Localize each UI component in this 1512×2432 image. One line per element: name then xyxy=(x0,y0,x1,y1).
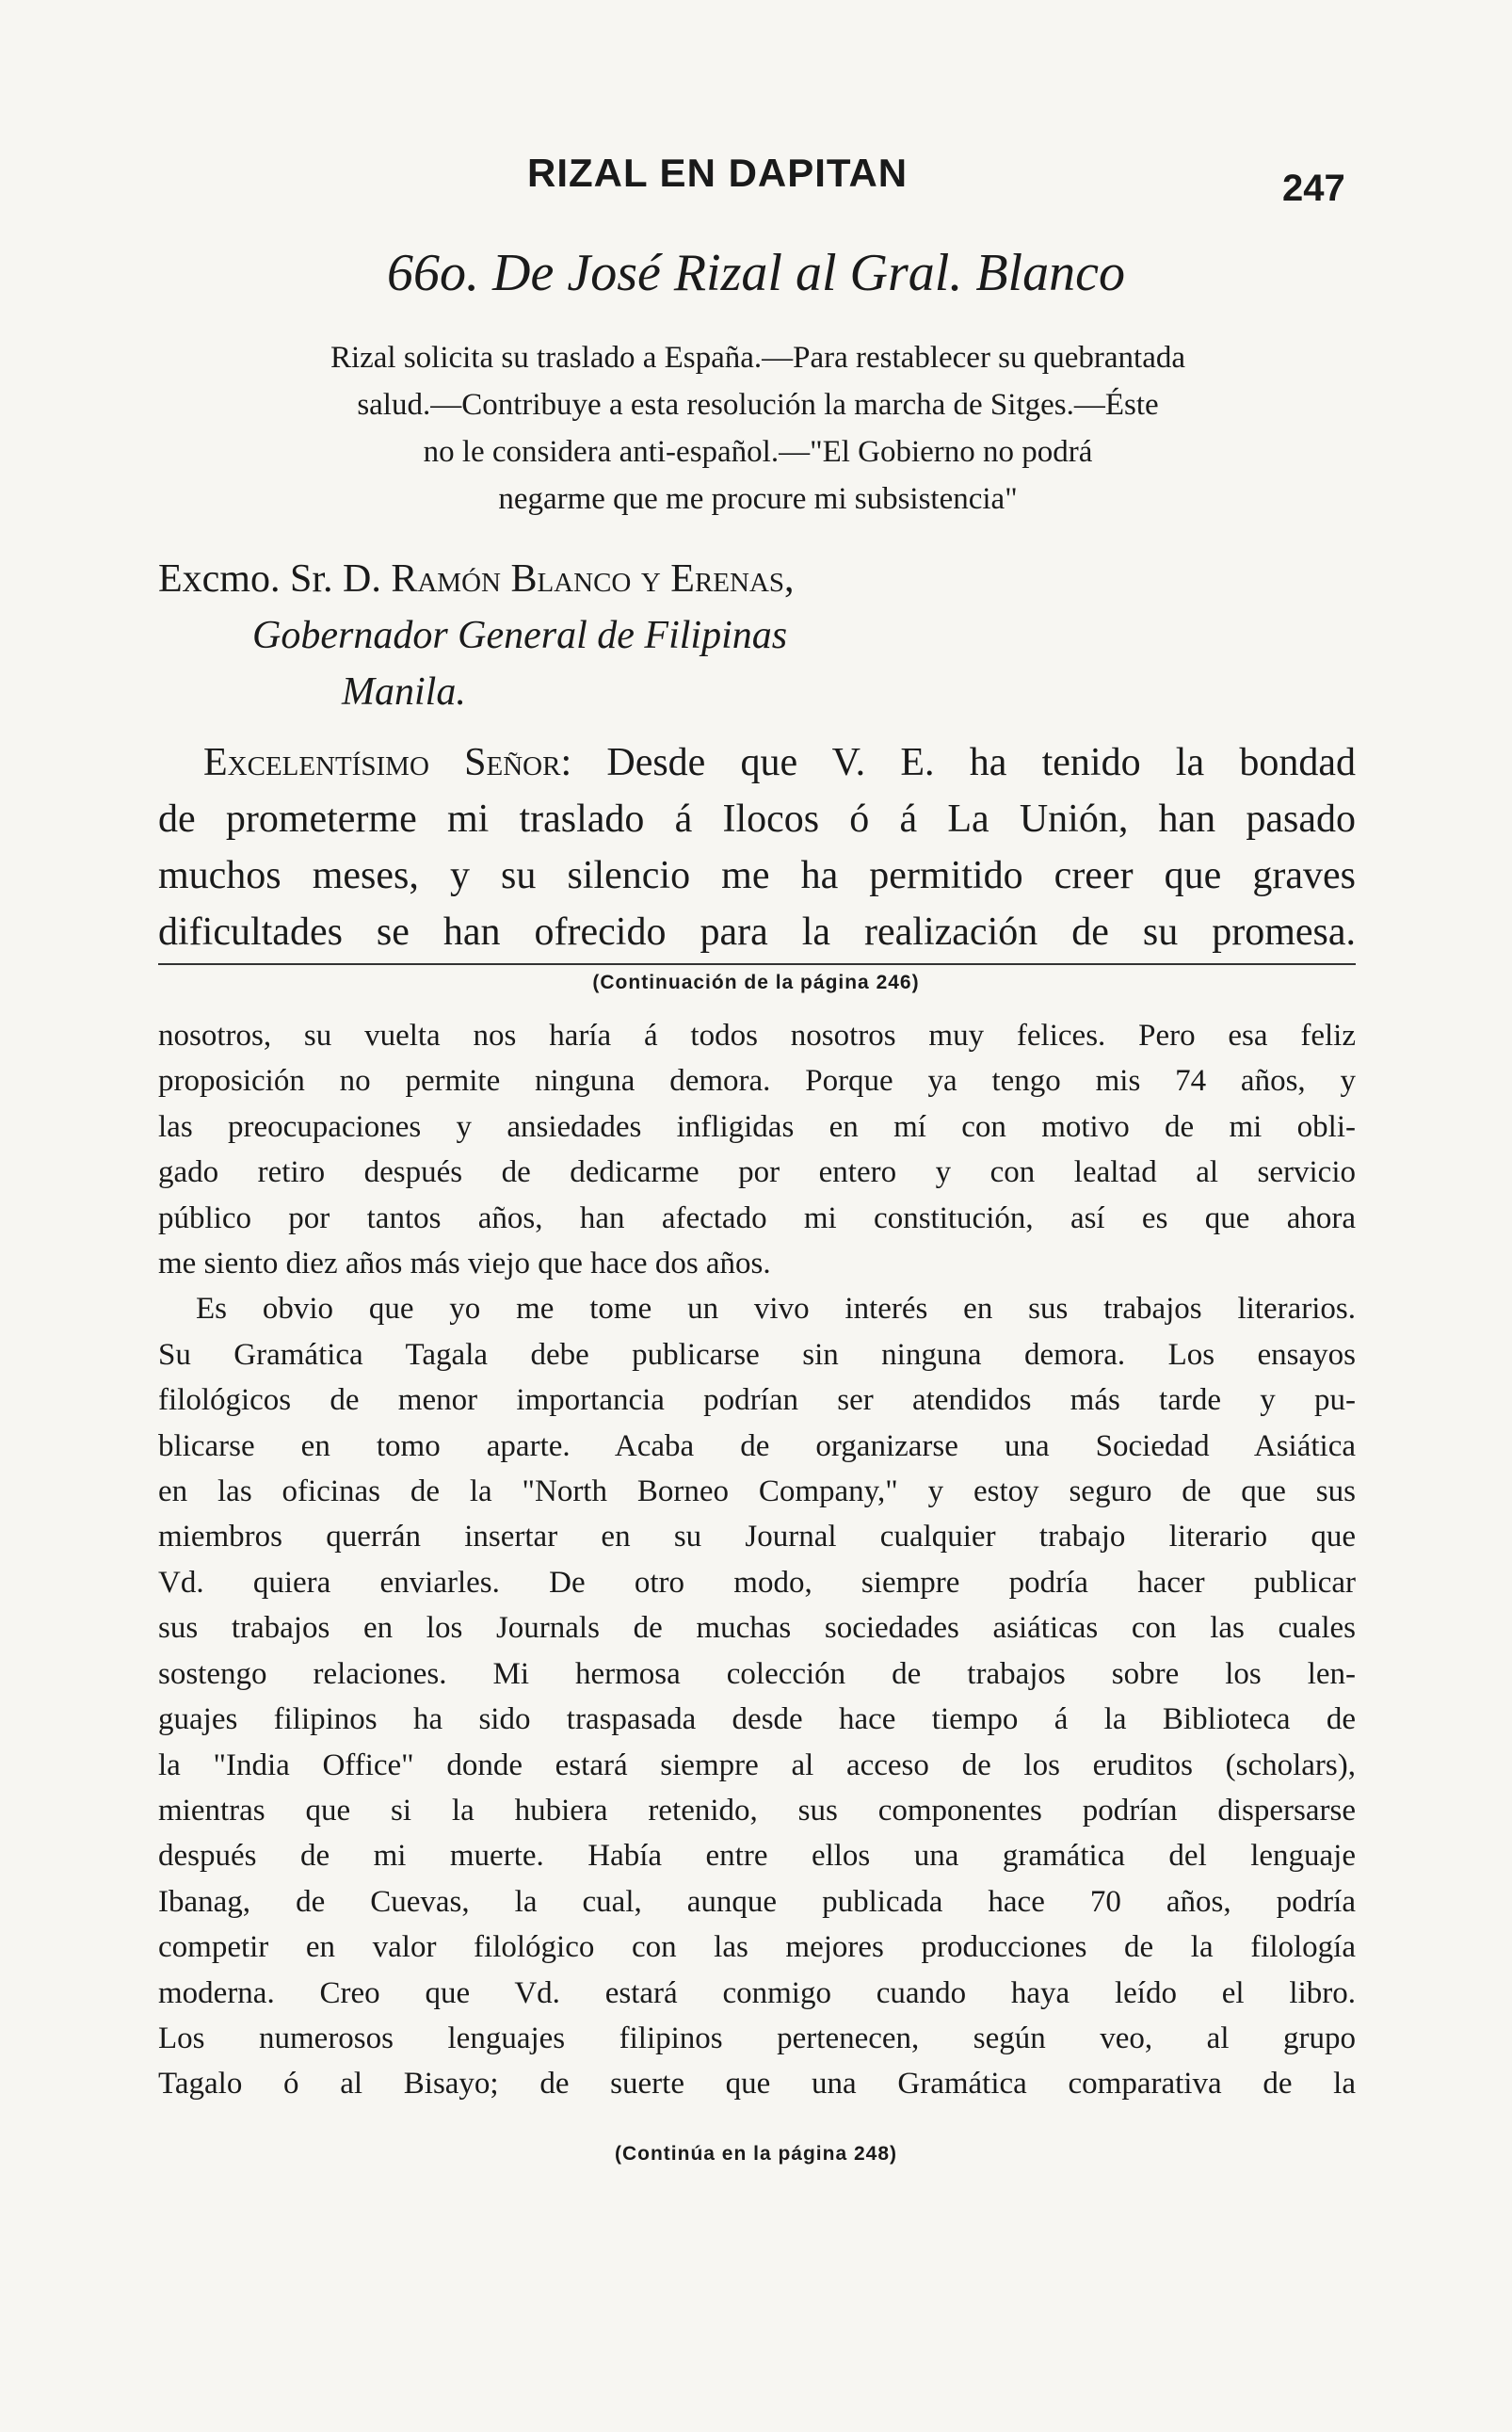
addressee-line xyxy=(158,551,795,607)
footnote-line: Es obvio que yo me tome un vivo interés en sus trabajos literarios. xyxy=(196,1292,1356,1327)
footnote-line: blicarse en tomo aparte. Acaba de organizarse una Sociedad Asiática xyxy=(158,1428,1356,1463)
footnote-line: competir en valor filológico con las mejores producciones de la filología xyxy=(158,1930,1356,1965)
footnote-line: me siento diez años más viejo que hace dos años. xyxy=(158,1247,771,1281)
summary-line: Rizal solicita su traslado a España.—Para restablecer su quebrantada xyxy=(330,341,1186,375)
footnote-line: filológicos de menor importancia podrían ser atendidos más tarde y pu- xyxy=(158,1383,1356,1418)
letter-line xyxy=(158,734,1356,791)
addressee-name: Ramón Blanco y Erenas, xyxy=(391,557,795,601)
letter-line: de prometerme mi traslado á Ilocos ó á La Unión, han pasado xyxy=(158,797,1356,841)
salutation: Excelentísimo Señor: xyxy=(203,741,572,784)
footnote-line: proposición no permite ninguna demora. Porque ya tengo mis 74 años, y xyxy=(158,1064,1356,1099)
running-head: RIZAL EN DAPITAN xyxy=(527,151,909,195)
addressee-prefix: Excmo. Sr. D. xyxy=(158,557,392,601)
footnote-line: Su Gramática Tagala debe publicarse sin ninguna demora. Los ensayos xyxy=(158,1337,1356,1372)
page-number: 247 xyxy=(1282,168,1345,209)
footnote-line: sostengo relaciones. Mi hermosa colección de trabajos sobre los len- xyxy=(158,1656,1356,1691)
footnote-line: gado retiro después de dedicarme por entero y con lealtad al servicio xyxy=(158,1155,1356,1190)
footnote-line: las preocupaciones y ansiedades infligidas en mí con motivo de mi obli- xyxy=(158,1109,1356,1144)
footnote-line: nosotros, su vuelta nos haría á todos nosotros muy felices. Pero esa feliz xyxy=(158,1019,1356,1053)
footnote-line: la "India Office" donde estará siempre al acceso de los eruditos (scholars), xyxy=(158,1747,1356,1782)
footnote-line: sus trabajos en los Journals de muchas sociedades asiáticas con las cuales xyxy=(158,1611,1356,1646)
footnote-text xyxy=(158,1013,1356,2107)
letter-line: muchos meses, y su silencio me ha permitido creer que graves xyxy=(158,854,1356,897)
letter-summary xyxy=(160,334,1356,523)
footnote-line: Tagalo ó al Bisayo; de suerte que una Gramática comparativa de la xyxy=(158,2067,1356,2102)
address-block xyxy=(158,551,795,720)
footnote-line: mientras que si la hubiera retenido, sus componentes podrían dispersarse xyxy=(158,1793,1356,1828)
footnote-divider xyxy=(158,963,1356,965)
footnote-line: Ibanag, de Cuevas, la cual, aunque publicada hace 70 años, podría xyxy=(158,1884,1356,1919)
footnote-line: Vd. quiera enviarles. De otro modo, siempre podría hacer publicar xyxy=(158,1565,1356,1600)
summary-line: no le considera anti-español.—"El Gobierno no podrá xyxy=(423,435,1093,469)
letter-title: 66o. De José Rizal al Gral. Blanco xyxy=(387,244,1125,302)
footnote-line: Los numerosos lenguajes filipinos pertenecen, según veo, al grupo xyxy=(158,2021,1356,2055)
summary-line: negarme que me procure mi subsistencia" xyxy=(498,482,1018,516)
addressee-city: Manila. xyxy=(342,670,466,714)
footnote-line: moderna. Creo que Vd. estará conmigo cuando haya leído el libro. xyxy=(158,1975,1356,2010)
continuation-to-label: (Continúa en la página 248) xyxy=(614,2143,898,2165)
footnote-line: guajes filipinos ha sido traspasada desde hace tiempo á la Biblioteca de xyxy=(158,1702,1356,1737)
addressee-title: Gobernador General de Filipinas xyxy=(252,614,788,657)
continuation-from-label: (Continuación de la página 246) xyxy=(592,972,920,993)
summary-line: salud.—Contribuye a esta resolución la marcha de Sitges.—Éste xyxy=(357,388,1159,422)
letter-body xyxy=(158,734,1356,960)
footnote-line: en las oficinas de la "North Borneo Company," y estoy seguro de que sus xyxy=(158,1474,1356,1509)
footnote-line: público por tantos años, han afectado mi constitución, así es que ahora xyxy=(158,1200,1356,1235)
letter-line-text: Desde que V. E. ha tenido la bondad xyxy=(606,741,1356,784)
letter-line: dificultades se han ofrecido para la realización de su promesa. xyxy=(158,910,1356,954)
footnote-line: miembros querrán insertar en su Journal cualquier trabajo literario que xyxy=(158,1520,1356,1554)
footnote-line: después de mi muerte. Había entre ellos una gramática del lenguaje xyxy=(158,1839,1356,1874)
